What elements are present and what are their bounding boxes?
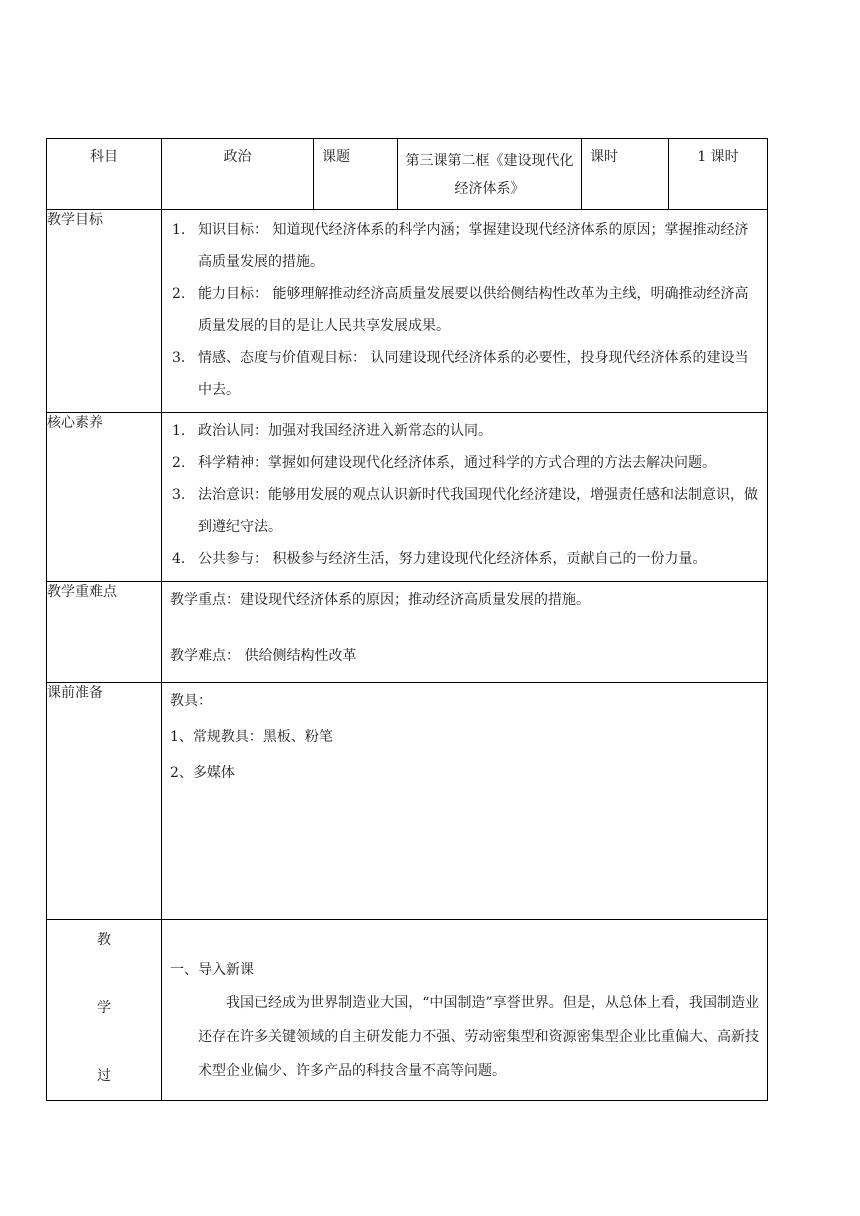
process-content (162, 920, 768, 1101)
key-difficulty: 教学难点： 供给侧结构性改革 (170, 648, 357, 664)
objective-item (170, 278, 759, 342)
literacy-text: 法治意识：能够用发展的观点认识新时代我国现代化经济建设，增强责任感和法制意识，做到遵纪守法。 (198, 487, 758, 535)
objective-text: 情感、态度与价值观目标： 认同建设现代经济体系的必要性，投身现代经济体系的建设当中去。 (198, 350, 749, 398)
topic-label: 课题 (314, 139, 398, 210)
literacy-text: 科学精神：掌握如何建设现代化经济体系，通过科学的方式合理的方法去解决问题。 (198, 455, 716, 471)
objective-text: 知识目标： 知道现代经济体系的科学内涵；掌握建设现代经济体系的原因；掌握推动经济高质量发展的措施。 (198, 222, 749, 270)
preparation-line: 2、多媒体 (170, 765, 235, 781)
objectives-content (162, 210, 768, 413)
period-value: 1 课时 (669, 139, 768, 210)
preparation-line: 1、常规教具：黑板、粉笔 (170, 729, 333, 745)
period-label: 课时 (582, 139, 669, 210)
topic-value: 第三课第二框《建设现代化经济体系》 (398, 139, 582, 210)
literacy-num: 3. (172, 487, 186, 503)
key-points-label: 教学重难点 (47, 582, 162, 683)
key-points-row (47, 582, 768, 683)
intro-paragraph: 我国已经成为世界制造业大国，“中国制造”享誉世界。但是，从总体上看，我国制造业还存在许多关键领域的自主研发能力不强、劳动密集型和资源密集型企业比重偏大、高新技术型企业偏少、许多产品的科技含量不高等问题。 (198, 995, 759, 1079)
header-row (47, 139, 768, 210)
preparation-label: 课前准备 (47, 683, 162, 920)
literacy-label: 核心素养 (47, 413, 162, 582)
process-row (47, 920, 768, 1101)
subject-label: 科目 (47, 139, 162, 210)
subject-value: 政治 (162, 139, 314, 210)
literacy-text: 公共参与： 积极参与经济生活，努力建设现代化经济体系，贡献自己的一份力量。 (198, 551, 707, 567)
process-label (47, 920, 162, 1101)
objectives-label: 教学目标 (47, 210, 162, 413)
literacy-num: 1. (172, 423, 186, 439)
process-label-char: 教 (97, 932, 111, 948)
process-label-char: 过 (97, 1068, 111, 1084)
preparation-line: 教具： (170, 693, 212, 709)
key-focus: 教学重点：建设现代经济体系的原因；推动经济高质量发展的措施。 (170, 592, 590, 608)
process-label-char: 学 (97, 1000, 111, 1016)
lesson-plan-table (46, 138, 768, 1101)
objective-num: 2. (172, 286, 186, 302)
literacy-item (170, 543, 759, 575)
key-points-content (162, 582, 768, 683)
literacy-content (162, 413, 768, 582)
literacy-item (170, 479, 759, 543)
preparation-content (162, 683, 768, 920)
literacy-num: 4. (172, 551, 186, 567)
objective-item (170, 342, 759, 406)
literacy-row (47, 413, 768, 582)
objectives-row (47, 210, 768, 413)
objective-num: 1. (172, 222, 186, 238)
preparation-row (47, 683, 768, 920)
objective-item (170, 214, 759, 278)
literacy-num: 2. (172, 455, 186, 471)
objective-text: 能力目标： 能够理解推动经济高质量发展要以供给侧结构性改革为主线，明确推动经济高质量发展的目的是让人民共享发展成果。 (198, 286, 749, 334)
section-title: 一、导入新课 (170, 962, 254, 978)
literacy-text: 政治认同：加强对我国经济进入新常态的认同。 (198, 423, 492, 439)
literacy-item (170, 447, 759, 479)
literacy-item (170, 415, 759, 447)
objective-num: 3. (172, 350, 186, 366)
